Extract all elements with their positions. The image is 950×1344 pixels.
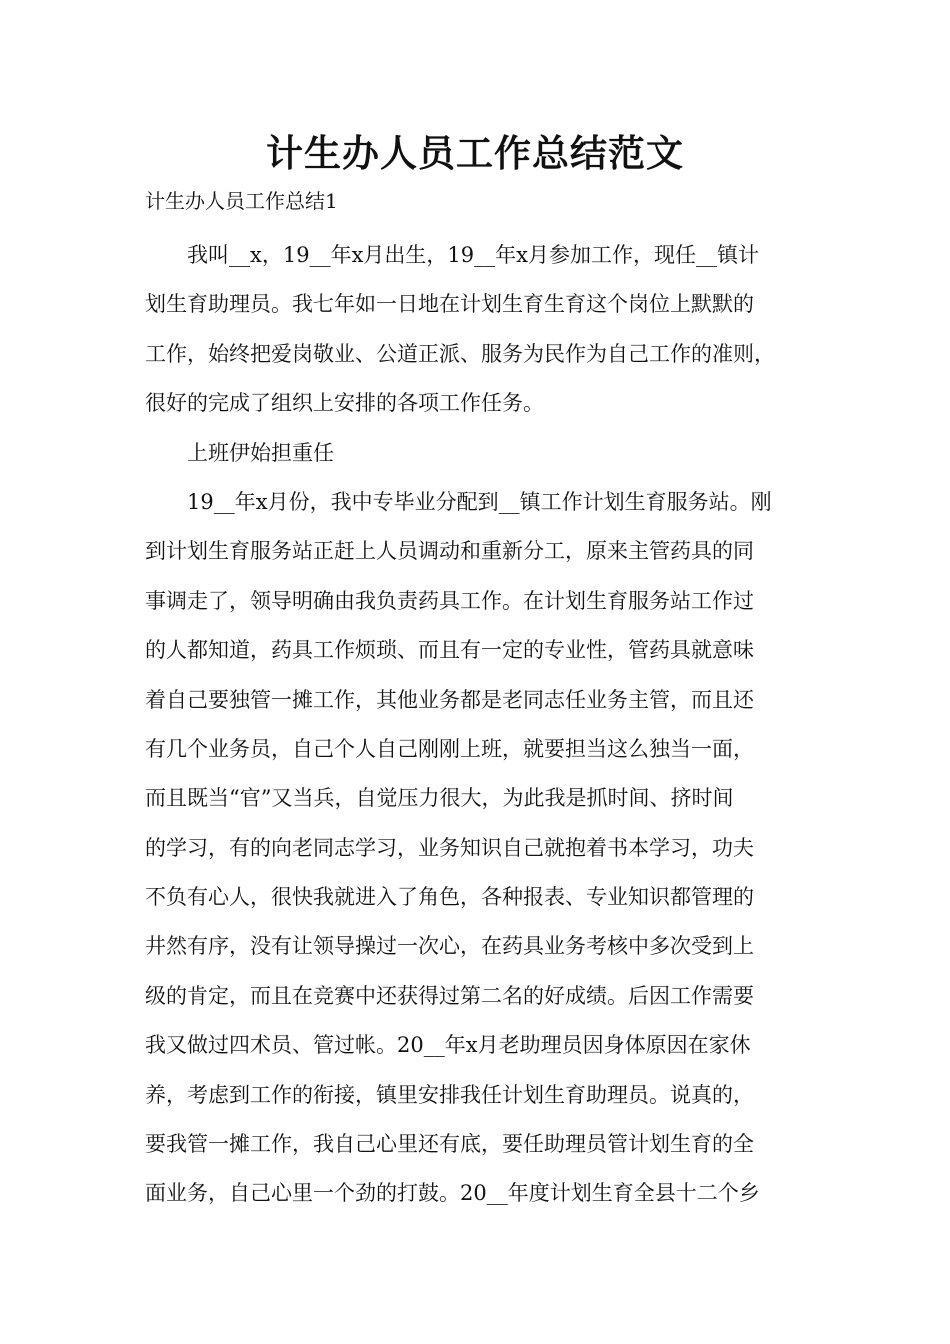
text-line: 而且既当“官”又当兵，自觉压力很大，为此我是抓时间、挤时间 — [145, 786, 734, 811]
text-line: 我叫__x，19__年x月出生，19__年x月参加工作，现任__镇计 — [145, 243, 759, 267]
text-line: 不负有心人，很快我就进入了角色，各种报表、专业知识都管理的 — [145, 885, 754, 910]
text-line: 的人都知道，药具工作烦琐、而且有一定的专业性，管药具就意味 — [145, 638, 754, 663]
text-line: 着自己要独管一摊工作，其他业务都是老同志任业务主管，而且还 — [145, 687, 754, 712]
text-line: 我又做过四术员、管过帐。20__年x月老助理员因身体原因在家休 — [145, 1033, 751, 1058]
body-text — [145, 231, 810, 1219]
text-line: 井然有序，没有让领导操过一次心，在药具业务考核中多次受到上 — [145, 934, 754, 959]
text-line: 工作，始终把爱岗敬业、公道正派、服务为民作为自己工作的准则， — [145, 341, 775, 366]
text-line: 养，考虑到工作的衔接，镇里安排我任计划生育助理员。说真的， — [145, 1082, 754, 1107]
text-line: 级的肯定，而且在竞赛中还获得过第二名的好成绩。后因工作需要 — [145, 983, 754, 1008]
text-line: 到计划生育服务站正赶上人员调动和重新分工，原来主管药具的同 — [145, 539, 754, 564]
section-subtitle: 计生办人员工作总结1 — [145, 189, 338, 213]
text-line: 的学习，有的向老同志学习，业务知识自己就抱着书本学习，功夫 — [145, 835, 754, 860]
text-line: 有几个业务员，自己个人自己刚刚上班，就要担当这么独当一面， — [145, 736, 754, 761]
text-line: 很好的完成了组织上安排的各项工作任务。 — [145, 391, 544, 416]
text-line: 面业务，自己心里一个劲的打鼓。20__年度计划生育全县十二个乡 — [145, 1181, 760, 1206]
text-line: 要我管一摊工作，我自己心里还有底，要任助理员管计划生育的全 — [145, 1132, 754, 1157]
text-line: 事调走了，领导明确由我负责药具工作。在计划生育服务站工作过 — [145, 588, 754, 613]
text-line: 划生育助理员。我七年如一日地在计划生育生育这个岗位上默默的 — [145, 292, 754, 317]
document-title: 计生办人员工作总结范文 — [266, 132, 684, 175]
section-heading: 上班伊始担重任 — [145, 440, 334, 465]
text-line: 19__年x月份，我中专毕业分配到__镇工作计划生育服务站。刚 — [145, 489, 772, 514]
